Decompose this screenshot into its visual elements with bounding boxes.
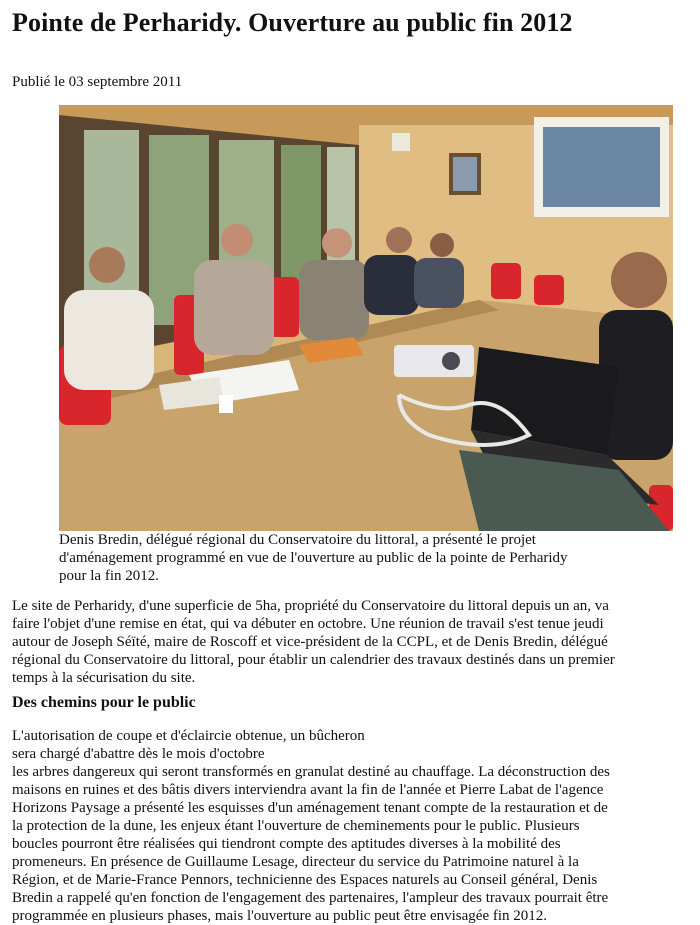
photo-caption bbox=[59, 531, 659, 585]
paragraph-line: autour de Joseph Séïté, maire de Roscoff et vice-président de la CCPL, et de Denis Bredin, délégué bbox=[12, 634, 608, 650]
paragraph-line: boucles pourront être réalisées qui tiendront compte des aptitudes diverses à la mobilité des bbox=[12, 836, 561, 852]
paragraph-line: régional du Conservatoire du littoral, pour établir un calendrier des travaux destinés dans un premier bbox=[12, 652, 615, 668]
publish-date: Publié le 03 septembre 2011 bbox=[12, 74, 183, 90]
body-paragraph bbox=[12, 727, 688, 925]
paragraph-line: faire l'objet d'une remise en état, qui va débuter en octobre. Une réunion de travail s'est tenue jeudi bbox=[12, 616, 604, 632]
meeting-photo bbox=[59, 105, 673, 531]
paragraph-line: les arbres dangereux qui seront transformés en granulat destiné au chauffage. La déconstruction des bbox=[12, 764, 610, 780]
paragraph-line: promeneurs. En présence de Guillaume Lesage, directeur du service du Patrimoine naturel à la bbox=[12, 854, 579, 870]
caption-line: d'aménagement programmé en vue de l'ouverture au public de la pointe de Perharidy bbox=[59, 550, 568, 566]
paragraph-line: la protection de la dune, les enjeux étant l'ouverture de cheminements pour le public. Plusieurs bbox=[12, 818, 580, 834]
caption-line: Denis Bredin, délégué régional du Conservatoire du littoral, a présenté le projet bbox=[59, 532, 536, 548]
section-heading: Des chemins pour le public bbox=[12, 694, 196, 711]
paragraph-line: Le site de Perharidy, d'une superficie de 5ha, propriété du Conservatoire du littoral depuis un an, va bbox=[12, 598, 609, 614]
paragraph-line: temps à la sécurisation du site. bbox=[12, 670, 196, 686]
paragraph-line: Région, et de Marie-France Pennors, technicienne des Espaces naturels au Conseil général, Denis bbox=[12, 872, 598, 888]
article-title: Pointe de Perharidy. Ouverture au public fin 2012 bbox=[12, 8, 573, 37]
intro-paragraph bbox=[12, 597, 688, 687]
paragraph-line: L'autorisation de coupe et d'éclaircie obtenue, un bûcheron bbox=[12, 728, 365, 744]
paragraph-line: Horizons Paysage a présenté les esquisses d'un aménagement tenant compte de la restauration et de bbox=[12, 800, 608, 816]
paragraph-line: programmée en plusieurs phases, mais l'ouverture au public peut être envisagée fin 2012. bbox=[12, 908, 548, 924]
paragraph-line: maisons en ruines et des bâtis divers interviendra avant la fin de l'année et Pierre Labat de l'agence bbox=[12, 782, 604, 798]
meeting-photo-illustration bbox=[59, 105, 673, 531]
caption-line: pour la fin 2012. bbox=[59, 568, 159, 584]
paragraph-line: sera chargé d'abattre dès le mois d'octobre bbox=[12, 746, 265, 762]
paragraph-line: Bredin a rappelé qu'en fonction de l'engagement des partenaires, l'ampleur des travaux pourrait être bbox=[12, 890, 609, 906]
